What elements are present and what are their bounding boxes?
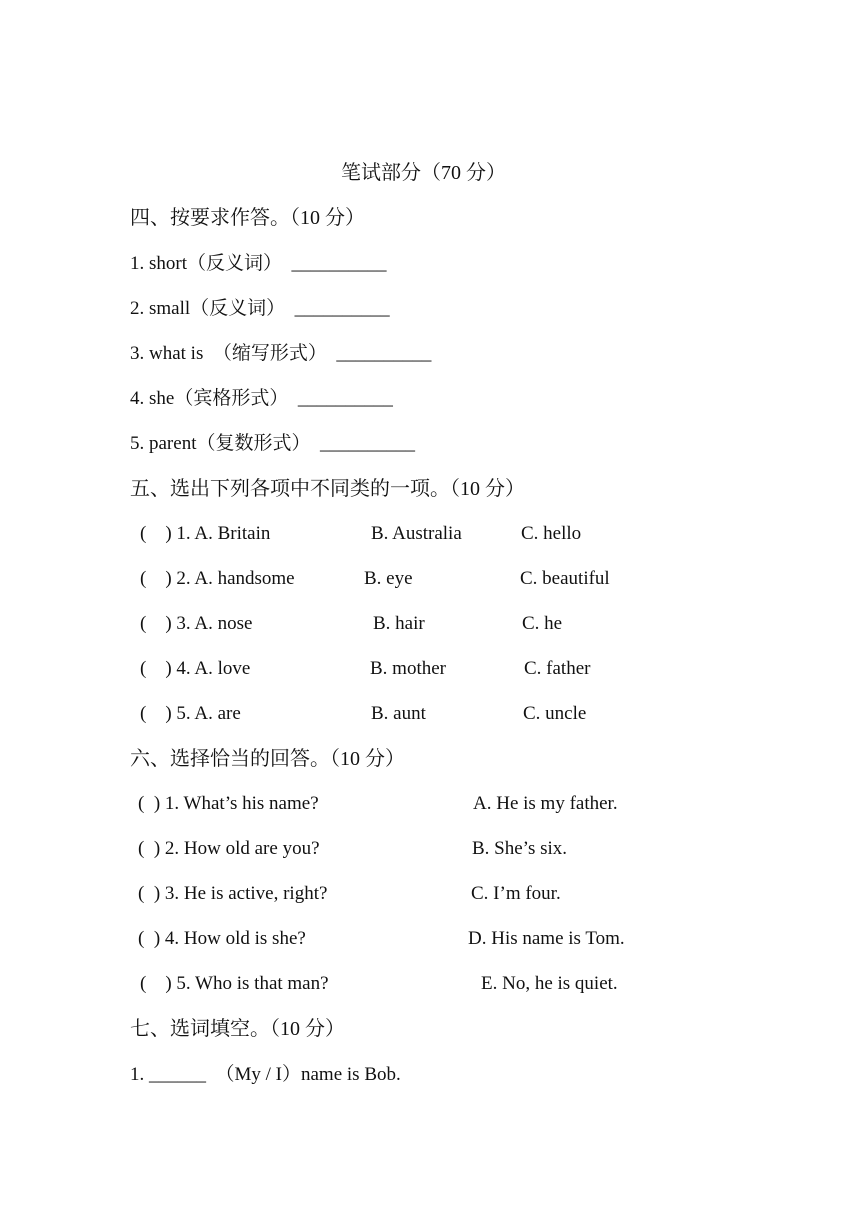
section-4-item: 1. short（反义词） __________ (130, 253, 387, 274)
answer: C. I’m four. (471, 883, 561, 904)
option-a: ( ) 5. A. are (140, 703, 241, 724)
option-c: C. he (522, 613, 563, 634)
section-4-item: 2. small（反义词） __________ (130, 298, 390, 319)
section-5-heading: 五、选出下列各项中不同类的一项。（10 分） (130, 478, 525, 500)
option-c: C. hello (521, 523, 582, 544)
section-4-item: 4. she（宾格形式） __________ (130, 388, 393, 409)
option-a: ( ) 3. A. nose (140, 613, 253, 634)
question: ( ) 3. He is active, right? (138, 883, 328, 904)
answer: D. His name is Tom. (468, 928, 625, 949)
option-b: B. eye (364, 568, 413, 589)
answer: B. She’s six. (472, 838, 568, 859)
answer: E. No, he is quiet. (481, 973, 618, 994)
question: ( ) 5. Who is that man? (140, 973, 329, 994)
section-6-heading: 六、选择恰当的回答。（10 分） (130, 748, 405, 770)
option-a: ( ) 1. A. Britain (140, 523, 271, 544)
option-c: C. uncle (523, 703, 587, 724)
section-4-item: 5. parent（复数形式） __________ (130, 433, 415, 454)
option-b: B. mother (370, 658, 446, 679)
option-c: C. beautiful (520, 568, 610, 589)
option-b: B. Australia (371, 523, 462, 544)
option-c: C. father (524, 658, 591, 679)
section-7-heading: 七、选词填空。（10 分） (130, 1018, 345, 1040)
question: ( ) 1. What’s his name? (138, 793, 319, 814)
question: ( ) 4. How old is she? (138, 928, 306, 949)
option-b: B. aunt (371, 703, 426, 724)
option-a: ( ) 4. A. love (140, 658, 251, 679)
page-title: 笔试部分（70 分） (341, 162, 506, 184)
section-4-item: 3. what is （缩写形式） __________ (130, 343, 432, 364)
section-4-heading: 四、按要求作答。（10 分） (130, 207, 365, 229)
section-7-item: 1. ______ （My / I）name is Bob. (130, 1064, 401, 1085)
option-a: ( ) 2. A. handsome (140, 568, 295, 589)
answer: A. He is my father. (473, 793, 618, 814)
option-b: B. hair (373, 613, 425, 634)
question: ( ) 2. How old are you? (138, 838, 320, 859)
